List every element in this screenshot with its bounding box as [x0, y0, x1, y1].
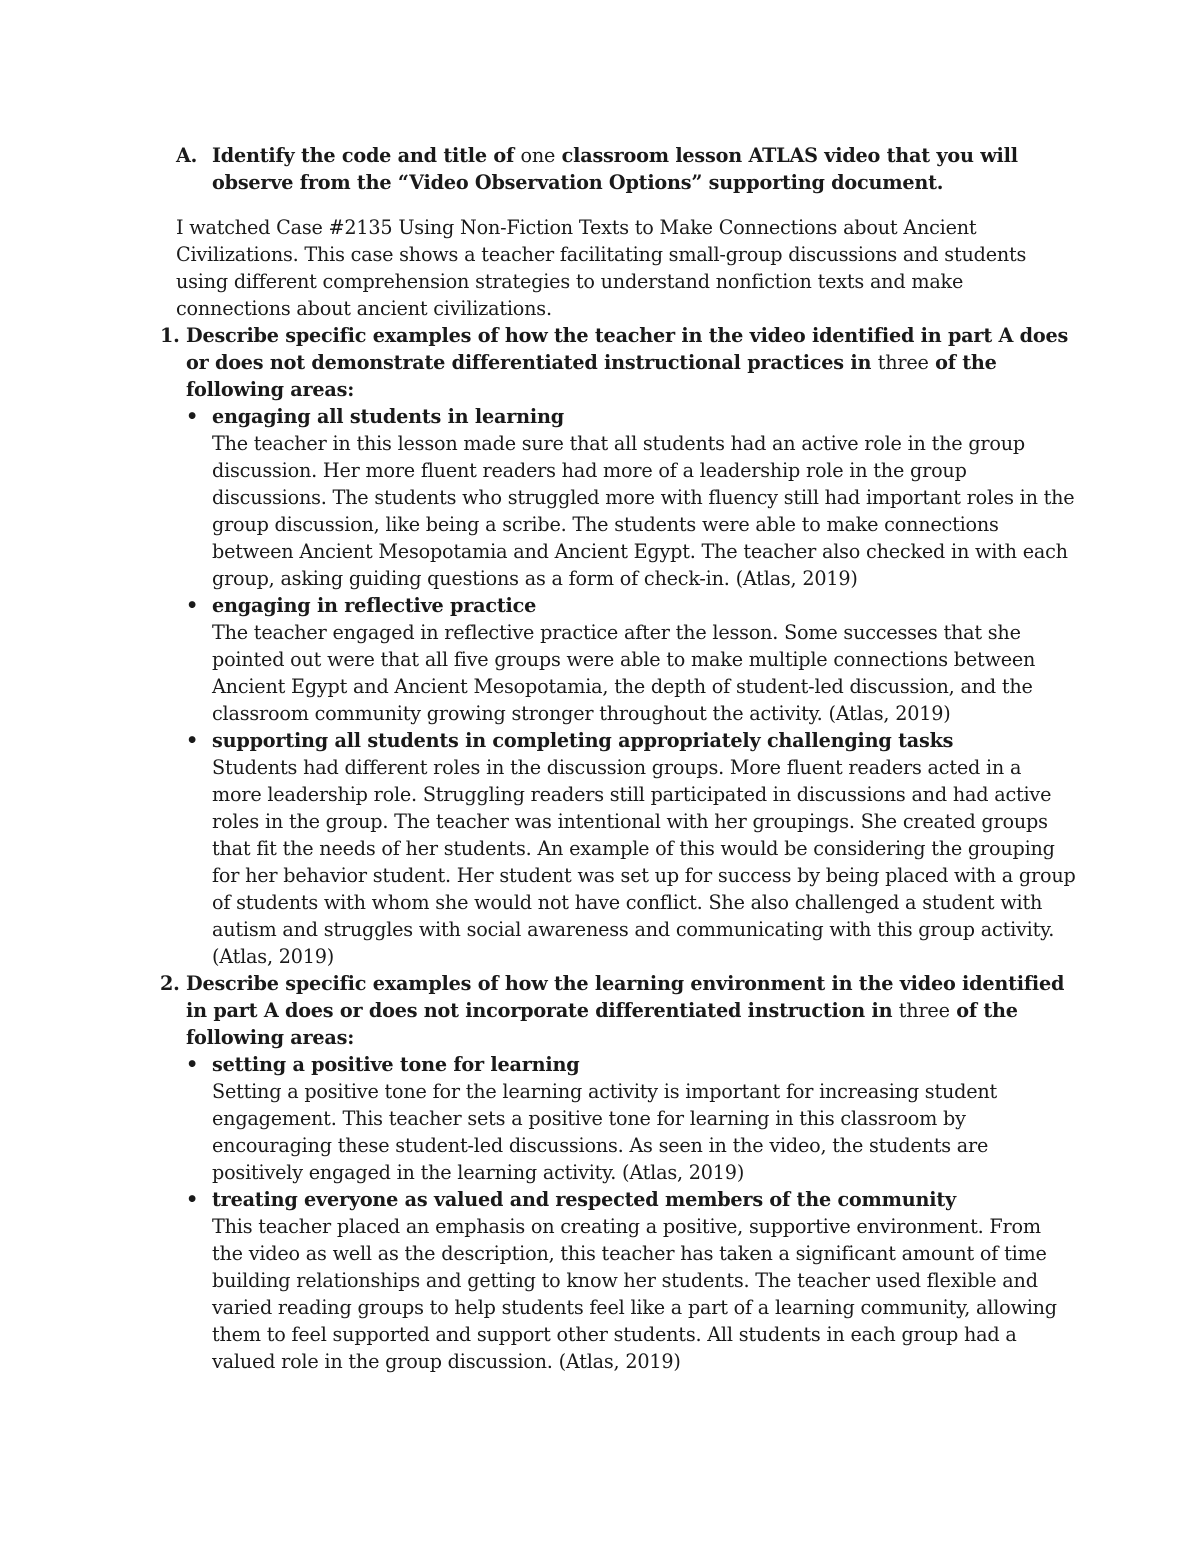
area-heading: treating everyone as valued and respected members of the community — [212, 1188, 956, 1211]
list-item — [186, 592, 1076, 727]
section-a-text-2: one — [520, 144, 556, 167]
question-1-text — [186, 322, 1076, 403]
area-heading: supporting all students in completing appropriately challenging tasks — [212, 729, 954, 752]
section-a-marker: A. — [176, 144, 198, 167]
section-a-prompt — [176, 142, 1076, 196]
question-2-text-1: Describe specific examples of how the learning environment in the video identified in part A does or does not incorporate differentiated instruction in — [186, 972, 1065, 1022]
question-1-text-3: of the following areas: — [186, 351, 997, 401]
section-a-text-3: classroom lesson ATLAS video that you will observe from the “Video Observation Options” supporting document. — [212, 144, 1018, 194]
bullet-icon: • — [186, 729, 199, 752]
area-response: The teacher engaged in reflective practice after the lesson. Some successes that she pointed out were that all five groups were able to make multiple connections between Ancient Egypt and Ancient Mesopotamia, the depth of student-led discussion, and the classroom community growing stronger throughout the activity. (Atlas, 2019) — [212, 621, 1036, 725]
document-body — [160, 142, 1076, 1375]
question-2-text-3: of the following areas: — [186, 999, 1018, 1049]
bullet-icon: • — [186, 1188, 199, 1211]
question-2-text — [186, 970, 1076, 1051]
list-item — [186, 727, 1076, 970]
question-1-text-1: Describe specific examples of how the teacher in the video identified in part A does or does not demonstrate differentiated instructional practices in — [186, 324, 1069, 374]
bullet-icon: • — [186, 405, 199, 428]
area-response: Students had different roles in the discussion groups. More fluent readers acted in a more leadership role. Struggling readers still participated in discussions and had active roles in the group. The teacher was intentional with her groupings. She created groups that fit the needs of her students. An example of this would be considering the grouping for her behavior student. Her student was set up for success by being placed with a group of students with whom she would not have conflict. She also challenged a student with autism and struggles with social awareness and communicating with this group activity. (Atlas, 2019) — [212, 756, 1076, 968]
list-item — [186, 1051, 1076, 1186]
area-heading: engaging all students in learning — [212, 405, 564, 428]
question-2-number: 2. — [160, 972, 180, 995]
question-1 — [160, 322, 1076, 970]
question-1-areas — [186, 403, 1076, 970]
list-item — [186, 403, 1076, 592]
section-a-text-1: Identify the code and title of — [212, 144, 521, 167]
list-item — [186, 1186, 1076, 1375]
area-response: The teacher in this lesson made sure that all students had an active role in the group discussion. Her more fluent readers had more of a leadership role in the group discussions. The students who struggled more with fluency still had important roles in the group discussion, like being a scribe. The students were able to make connections between Ancient Mesopotamia and Ancient Egypt. The teacher also checked in with each group, asking guiding questions as a form of check-in. (Atlas, 2019) — [212, 432, 1075, 590]
question-1-number: 1. — [160, 324, 180, 347]
question-2-areas — [186, 1051, 1076, 1375]
bullet-icon: • — [186, 594, 199, 617]
intro-paragraph: I watched Case #2135 Using Non-Fiction Texts to Make Connections about Ancient Civilizations. This case shows a teacher facilitating small-group discussions and students using different comprehension strategies to understand nonfiction texts and make connections about ancient civilizations. — [176, 216, 1027, 320]
bullet-icon: • — [186, 1053, 199, 1076]
question-2-text-2: three — [898, 999, 950, 1022]
question-list — [160, 322, 1076, 1375]
area-heading: engaging in reflective practice — [212, 594, 537, 617]
question-2 — [160, 970, 1076, 1375]
area-heading: setting a positive tone for learning — [212, 1053, 580, 1076]
area-response: Setting a positive tone for the learning activity is important for increasing student engagement. This teacher sets a positive tone for learning in this classroom by encouraging these student-led discussions. As seen in the video, the students are positively engaged in the learning activity. (Atlas, 2019) — [212, 1080, 998, 1184]
question-1-text-2: three — [877, 351, 929, 374]
area-response: This teacher placed an emphasis on creating a positive, supportive environment. From the video as well as the description, this teacher has taken a significant amount of time building relationships and getting to know her students. The teacher used flexible and varied reading groups to help students feel like a part of a learning community, allowing them to feel supported and support other students. All students in each group had a valued role in the group discussion. (Atlas, 2019) — [212, 1215, 1057, 1373]
